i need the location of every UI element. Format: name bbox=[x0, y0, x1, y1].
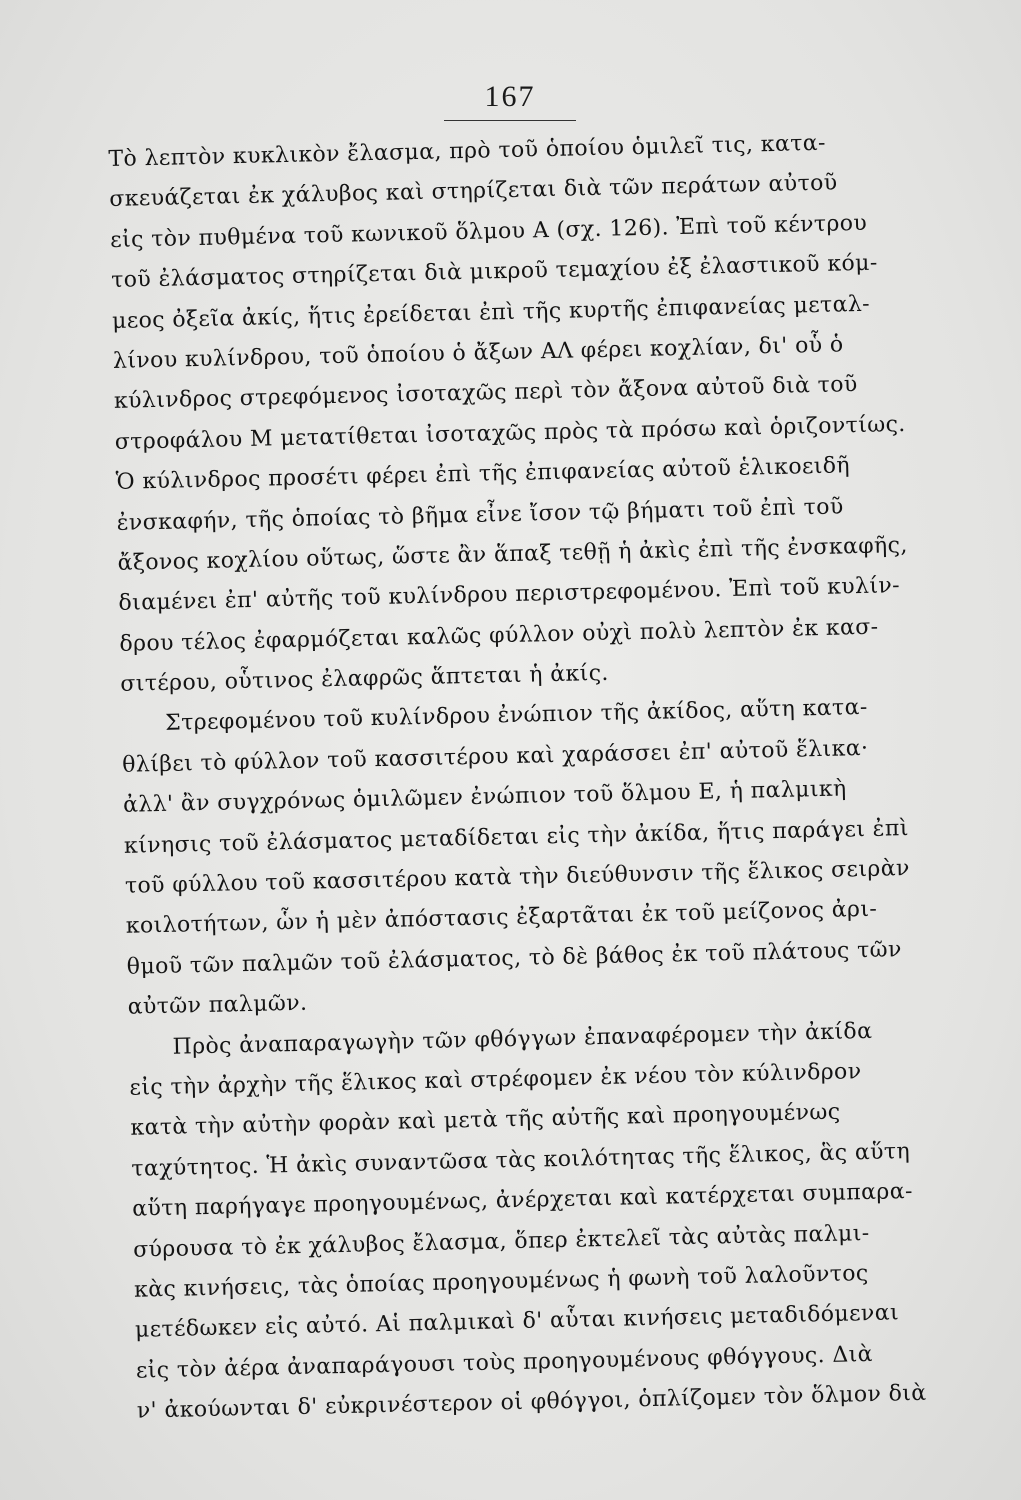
text-line: κίνησις τοῦ ἐλάσματος μεταδίδεται εἰς τὴν ἀκίδα, ἥτις παράγει ἐπὶ bbox=[123, 815, 910, 859]
text-line: ν' ἀκούωνται δ' εὐκρινέστερον οἱ φθόγγοι, ὁπλίζομεν τὸν ὅλμον διὰ bbox=[136, 1380, 927, 1424]
page-number: 167 bbox=[484, 80, 536, 113]
text-line: λίνου κυλίνδρου, τοῦ ὁποίου ὁ ἄξων ΑΛ φέρει κοχλίαν, δι' οὗ ὁ bbox=[112, 332, 844, 374]
text-line: Πρὸς ἀναπαραγωγὴν τῶν φθόγγων ἐπαναφέρομεν τὴν ἀκίδα bbox=[172, 1018, 873, 1060]
text-line: Ὁ κύλινδρος προσέτι φέρει ἐπὶ τῆς ἐπιφανείας αὐτοῦ ἑλικοειδῆ bbox=[115, 453, 851, 496]
text-line: αὐτῶν παλμῶν. bbox=[127, 990, 308, 1020]
text-line: διαμένει ἐπ' αὐτῆς τοῦ κυλίνδρου περιστρεφομένου. Ἐπὶ τοῦ κυλίν- bbox=[118, 573, 901, 617]
text-line: ἀλλ' ἂν συγχρόνως ὁμιλῶμεν ἐνώπιον τοῦ ὅλμου Ε, ἡ παλμικὴ bbox=[122, 776, 847, 819]
text-line: μετέδωκεν εἰς αὐτό. Αἱ παλμικαὶ δ' αὗται κινήσεις μεταδιδόμεναι bbox=[134, 1300, 900, 1344]
body-text bbox=[108, 122, 947, 1433]
text-line: σκευάζεται ἐκ χάλυβος καὶ στηρίζεται διὰ τῶν περάτων αὐτοῦ bbox=[109, 170, 838, 213]
text-line: κοιλοτήτων, ὧν ἡ μὲν ἀπόστασις ἐξαρτᾶται ἐκ τοῦ μείζονος ἀρι- bbox=[125, 897, 878, 940]
text-line: κὰς κινήσεις, τὰς ὁποίας προηγουμένως ἡ φωνὴ τοῦ λαλοῦντος bbox=[133, 1260, 869, 1303]
text-line: σύρουσα τὸ ἐκ χάλυβος ἔλασμα, ὅπερ ἐκτελεῖ τὰς αὐτὰς παλμι- bbox=[132, 1220, 870, 1263]
page-header bbox=[300, 80, 720, 121]
text-line: θμοῦ τῶν παλμῶν τοῦ ἐλάσματος, τὸ δὲ βάθος ἐκ τοῦ πλάτους τῶν bbox=[126, 937, 903, 980]
text-line: στροφάλου Μ μετατίθεται ἰσοταχῶς πρὸς τὰ πρόσω καὶ ὁριζοντίως. bbox=[114, 411, 906, 455]
text-line: εἰς τὸν πυθμένα τοῦ κωνικοῦ ὅλμου Α (σχ. 126). Ἐπὶ τοῦ κέντρου bbox=[109, 210, 868, 253]
text-line: εἰς τὴν ἀρχὴν τῆς ἕλικος καὶ στρέφομεν ἐκ νέου τὸν κύλινδρον bbox=[129, 1059, 862, 1101]
text-line: ἄξονος κοχλίου οὕτως, ὥστε ἂν ἅπαξ τεθῇ ἡ ἀκὶς ἐπὶ τῆς ἐνσκαφῆς, bbox=[117, 532, 908, 576]
text-line: δρου τέλος ἐφαρμόζεται καλῶς φύλλον οὐχὶ πολὺ λεπτὸν ἐκ κασ- bbox=[119, 614, 879, 657]
text-line: μεος ὀξεῖα ἀκίς, ἥτις ἐρείδεται ἐπὶ τῆς κυρτῆς ἐπιφανείας μεταλ- bbox=[111, 291, 871, 334]
text-line: εἰς τὸν ἀέρα ἀναπαράγουσι τοὺς προηγουμένους φθόγγους. Διὰ bbox=[135, 1341, 874, 1384]
paragraph bbox=[121, 687, 938, 1028]
text-line: ἐνσκαφήν, τῆς ὁποίας τὸ βῆμα εἶνε ἴσον τῷ βήματι τοῦ ἐπὶ τοῦ bbox=[116, 493, 844, 536]
paragraph bbox=[108, 122, 931, 706]
header-rule bbox=[444, 120, 576, 121]
text-line: ταχύτητος. Ἡ ἀκὶς συναντῶσα τὰς κοιλότητας τῆς ἕλικος, ἃς αὕτη bbox=[131, 1138, 911, 1182]
text-line: Στρεφομένου τοῦ κυλίνδρου ἐνώπιον τῆς ἀκίδος, αὕτη κατα- bbox=[164, 695, 868, 737]
text-line: τοῦ ἐλάσματος στηρίζεται διὰ μικροῦ τεμαχίου ἐξ ἐλαστικοῦ κόμ- bbox=[110, 250, 878, 294]
text-line: αὕτη παρήγαγε προηγουμένως, ἀνέρχεται καὶ κατέρχεται συμπαρα- bbox=[131, 1179, 914, 1222]
text-line: κύλινδρος στρεφόμενος ἰσοταχῶς περὶ τὸν ἄξονα αὐτοῦ διὰ τοῦ bbox=[113, 372, 858, 415]
text-line: θλίβει τὸ φύλλον τοῦ κασσιτέρου καὶ χαράσσει ἐπ' αὐτοῦ ἕλικα· bbox=[121, 735, 869, 778]
text-line: κατὰ τὴν αὐτὴν φορὰν καὶ μετὰ τῆς αὐτῆς καὶ προηγουμένως bbox=[130, 1100, 841, 1142]
paragraph bbox=[128, 1010, 947, 1432]
text-line: Τὸ λεπτὸν κυκλικὸν ἔλασμα, πρὸ τοῦ ὁποίου ὁμιλεῖ τις, κατα- bbox=[108, 130, 827, 172]
text-line: σιτέρου, οὗτινος ἐλαφρῶς ἅπτεται ἡ ἀκίς. bbox=[120, 660, 610, 697]
text-line: τοῦ φύλλου τοῦ κασσιτέρου κατὰ τὴν διεύθυνσιν τῆς ἕλικος σειρὰν bbox=[124, 856, 911, 899]
